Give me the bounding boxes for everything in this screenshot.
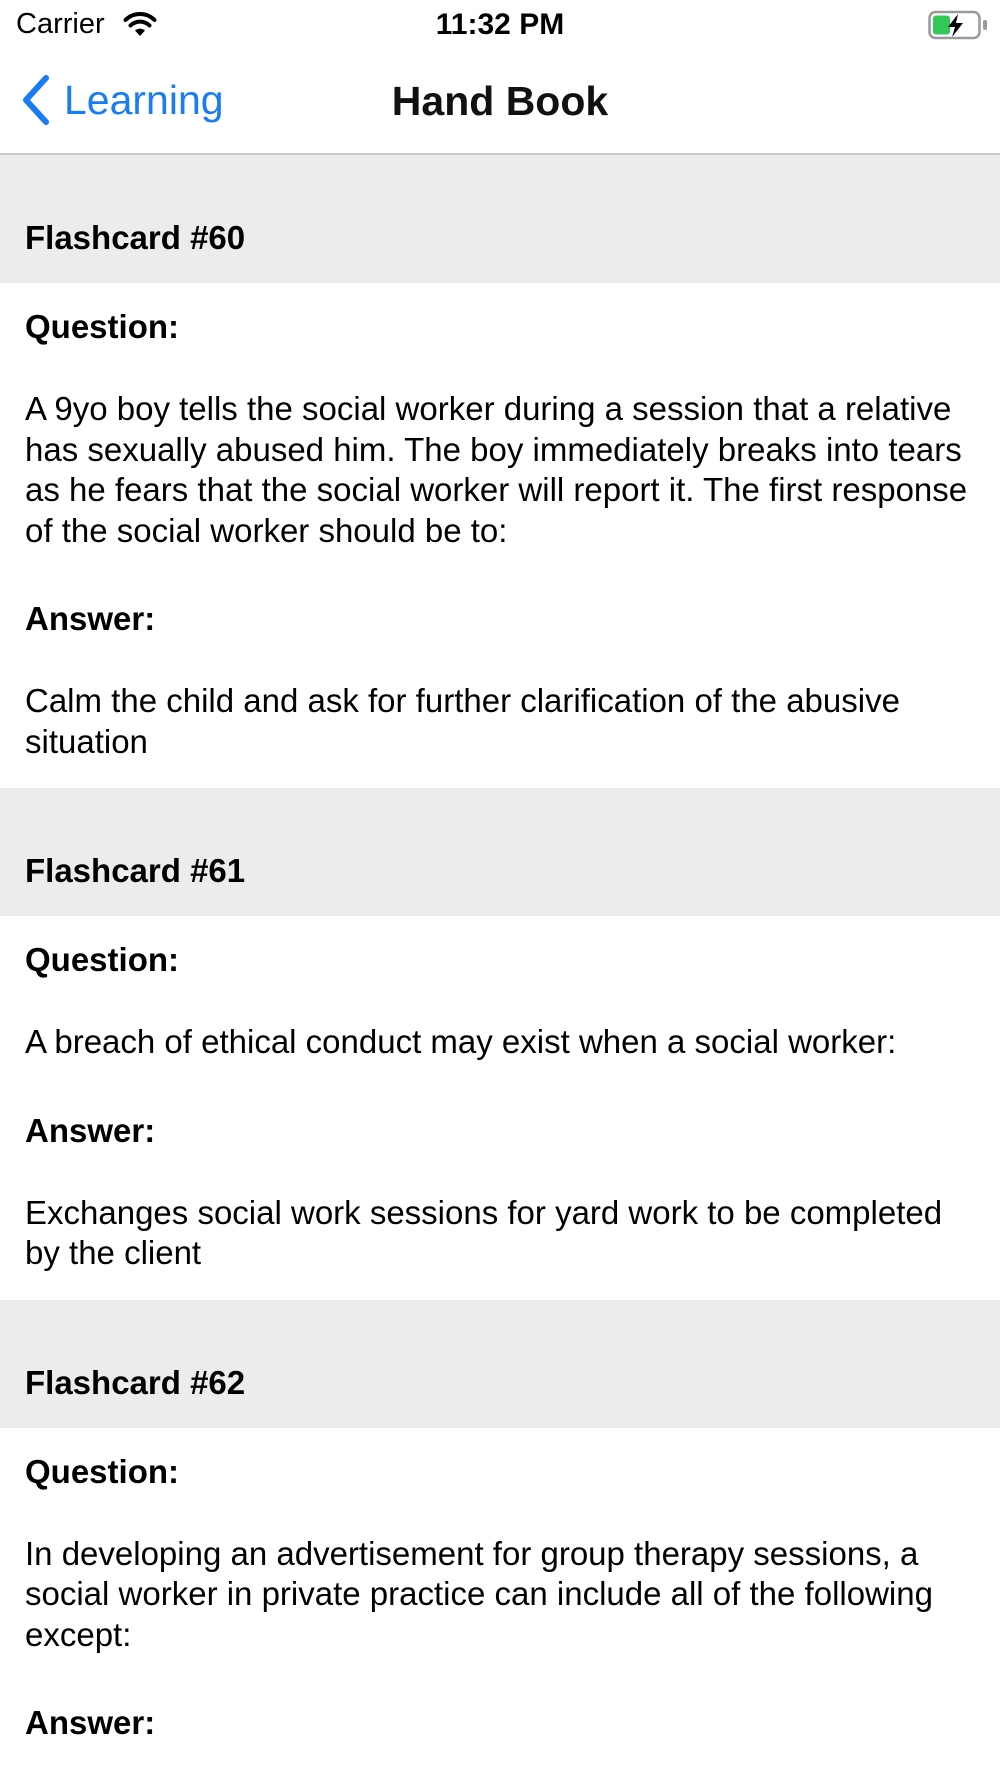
page-title: Hand Book <box>391 78 609 124</box>
question-text: In developing an advertisement for group therapy sessions, a social worker in private practice can include all of the following except: <box>25 1534 933 1653</box>
navigation-bar <box>0 50 1000 155</box>
flashcard-header <box>0 788 1000 916</box>
answer-text: Exchanges social work sessions for yard work to be completed by the client <box>25 1193 943 1271</box>
answer-text: Calm the child and ask for further clarification of the abusive situation <box>25 682 900 760</box>
flashcard-title: Flashcard #62 <box>25 1363 246 1401</box>
back-button-label: Learning <box>64 76 224 123</box>
battery-charging-icon <box>928 10 988 40</box>
question-label: Question: <box>25 941 179 978</box>
flashcard <box>0 1300 1000 1778</box>
flashcard-body <box>0 916 1000 1300</box>
question-text: A breach of ethical conduct may exist when a social worker: <box>25 1023 897 1060</box>
question-text: A 9yo boy tells the social worker during a session that a relative has sexually abused him. The boy immediately breaks into tears as he fears that the social worker will report it. The first response of the social worker should be to: <box>25 390 968 549</box>
answer-label: Answer: <box>25 600 156 637</box>
flashcard <box>0 788 1000 1300</box>
status-bar <box>0 0 1000 50</box>
answer-label: Answer: <box>25 1111 156 1149</box>
flashcard-list[interactable] <box>0 155 1000 1778</box>
flashcard-header <box>0 1300 1000 1428</box>
flashcard-header <box>0 155 1000 283</box>
answer-label: Answer: <box>25 1704 156 1741</box>
question-label: Question: <box>25 1452 179 1490</box>
flashcard-title: Flashcard #60 <box>25 219 246 256</box>
flashcard-body <box>0 1428 1000 1778</box>
question-label: Question: <box>25 308 179 345</box>
flashcard <box>0 155 1000 788</box>
flashcard-title: Flashcard #61 <box>25 852 246 889</box>
status-time: 11:32 PM <box>435 8 565 41</box>
answer-text <box>25 1767 975 1778</box>
flashcard-body <box>0 283 1000 788</box>
carrier-label: Carrier <box>16 8 105 40</box>
